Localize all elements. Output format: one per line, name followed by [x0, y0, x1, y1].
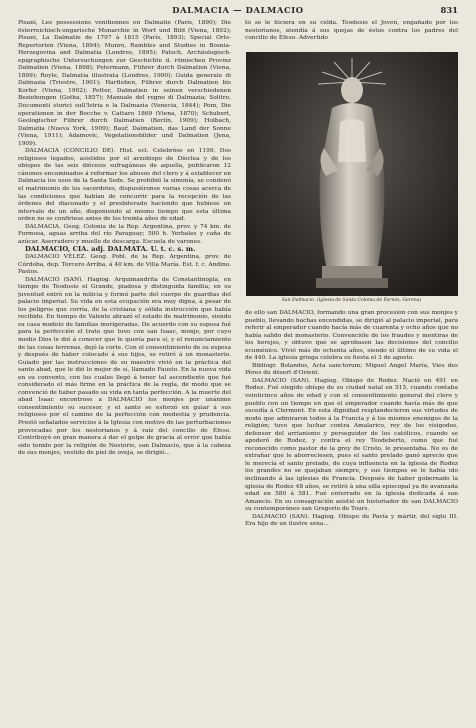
bibliography-paragraph: Pisani, Les possessions vénitiennes en Dalmatie (París, 1890); Die österreichisch-ungarische Monarchie in Wort und Bild (Viena, 1892); Pisani, La Dalmatie de 1797 à 1815 (París, 1893); Special Orts-Repertorien (Viena, 1894); Munro, Rambles and Studies in Bosnia-Herzegovina and Dalmatia (Londres, 1895); Patsch, Archäologisch-epigraphische Untersuchungen zur Geschichte d. römischen Provinz Dalmatien (Viena, 1898); Petermann, Führer durch Dalmatien (Viena, 1899); Royle, Dalmatia illustrata (Londres, 1900); Guida generale di Dalmazia (Triestre, 1901); Hartleben, Führer durch Dalmatien bis Korfer (Viena, 1902); Petter, Dalmatien in seinen verschiedenen Beziehungen (Gotha, 1857); Manuale del regno di Dalmazia; Solitro, Documenti storici sull'Istria e la Dalmazia (Venecia, 1844); Pom, Die operationen in der Bocche v. Cattaro 1869 (Viena, 1870); Schubert, Geologischer Führer durch Dalmatien (Berlín, 1909); Holbach, Dalmatia (Nueva York, 1909); Bauř, Dalmatien, das Land der Sonne (Viena, 1911); Adamovic, Vegetationsbilder und Dalmatien (Jena, 1909). — [18, 20, 231, 147]
running-title: DALMACIA — DALMACIO — [172, 5, 304, 15]
entry-dalmacio-velez: DALMACIO VÉLEZ. Geog. Pobl. de la Rep. Argentina, prov. de Córdoba, dep. Tercero Arriba, á 40 km. de Villa María. Est. f. c. Andino. Pastos. — [18, 253, 231, 276]
entry-dalmacio-adj: DALMACIO, CIA. adj. DALMATA. U. t. c. s. m. — [25, 245, 196, 254]
statue-illustration — [246, 52, 458, 296]
right-column-top — [245, 20, 458, 50]
statue-photo — [246, 52, 458, 296]
left-column — [18, 20, 231, 720]
entry-san-dalmacio-rodez: DALMACIO (SAN). Hagiog. Obispo de Rodez. Nació en 491 en Rodez. Fué elegido obispo de su ciudad natal en 515, cuando contaba veinticinco años de edad y con el consentimiento general del clero y pueblo con un tiempo en que el emperador cuando hacía más de que sucedía á Clermont. En esta dignidad resplandecieron sus virtudes de modo que admiraron todos á la Francia y á los mismos enemigos de la religión; tuvo que luchar contra Amalarico, rey de los visigodos, defensor del arrianismo y perseguidor de los católicos, cuando se apoderó de Rodez, y contra el rey Teodeberto, como que fué reconocido como pastor de la grey de Cristo, le presentaba. No es de extrañar que le aborreciesen, pues el santo prelado ganó aprecio que le merecía el santo prelado, de cuya influencia en la iglesia de Rodez los grandes no se quejaban siempre, y sus tiempos se le había ido inclinando á las iglesias de Francia. Después de haber gobernado la iglesia de Rodez 48 años, se retiró á una silla episcopal ya de avanzada edad en 580 á 581. Fué enterrado en la iglesia dedicada á san Amancio. En su consagración asistió un historiador de san DALMACIO su contemporáneo san Gregorio de Tours. — [245, 377, 458, 513]
bibliography-note: Bibliogr. Bolandos, Acta sanctorum; Miguel Angel María, Vies des Pères du désert d'Orient. — [245, 362, 458, 377]
entry-san-dalmacio-pavia: DALMACIO (SAN). Hagiog. Obispo de Pavía y mártir, del siglo III. Era hijo de un ilustre sena... — [245, 513, 458, 528]
right-column-bottom — [245, 310, 458, 722]
entry-san-dalmacio-arquimandrita: DALMACIO (SAN). Hagiog. Arquimandrita de Constantinopla, en tiempo de Teodosio el Grande, piadosa y distinguida familia; en su juventud entró en la milicia y formó parte del cuerpo de guardias del palacio imperial. Su vida en esta ocupación era muy digna, á pesar de los peligros que corría, de la cristiana y sólida instrucción que había recibido. En tiempo de Valente abrazó el estado de matrimonio, siendo su casa modelo de familias morigeradas. De acuerdo con su esposa fué para la perfección el trato que tuvo con san Isaac, monje, por cuyo medio Dios le dió á conocer que le quería para sí, y el renunciamiento de las cosas terrenas, dejó la corte. Con el consentimiento de su esposa y después de haber colocado á sus hijos, se retiró á un monasterio. Guiado por las instrucciones de su maestro vivió en la práctica del santo abad, que le dió lo mejor de sí, llamado Fausto. En la nueva vida en su convento, con los cuales llegó á tener tal ascendiente que fué considerado el más firme en la práctica de la regla, de modo que se convenció de haber pasado su vida en tanta perfección. A la muerte del abad Isaac encontrose a DALMACIO los monjes por unánime consentimiento su sucesor, y el santo se esforzó en guiar á sus religiosos por el camino de la perfección con modestia y prudencia. Prestó señalados servicios á la Iglesia con motivo de las perturbaciones provocadas por los nestorianos y á raíz del concilio de Éfeso. Contribuyó en gran manera á dar el golpe de gracia al error que había sido tenido por la religión de Nestorio, san Dalmacio, que á la cabeza de sus monjes, vestido de piel de oveja, se dirigió... — [18, 276, 231, 457]
page-number: 831 — [440, 5, 458, 15]
page-header — [18, 5, 458, 19]
figure-caption: San Dalmacio. (Iglesia de Santa Coloma de Farnés, Gerona) — [281, 298, 422, 303]
entry-dalmacia-geog: DALMACIA. Geog. Colonia de la Rep. Argentina, prov. y 74 km. de Formosa, aguas arriba del río Paraguay; 500 h. Yerbales y caña de azúcar. Aserradero y muelle de descarga. Escuela de varones. — [18, 223, 231, 245]
continued-paragraph-2: de ello san DALMACIO, formando una gran procesión con sus monjes y pueblo, llevando hachas encendidas, se dirigió al palacio imperial, para referir al emperador cuando hacía más de cuarenta y ocho años que no había salido del monasterio. Convencióle de los fraudes y mentiras de los herejes, y obtuvo que se aprobasen las decisiones del concilio ecuménico. Vivió más de ochenta años, siendo el último de su vida el de 440. La iglesia griega celebra su fiesta el 3 de agosto. — [245, 310, 458, 362]
continued-paragraph: tó se le hiciera en su celda. Teodosio el Joven, engañado por los nestorianos, atendía á sus quejas de éstos contra los padres del concilio de Éfeso. Advertido — [245, 20, 458, 42]
entry-concilio: DALMACIA (CONCILIO DE). Hist. ecl. Celebróse en 1199. Dos religiosos legados, asistidos por el arzobispo de Dioclea y de los obispos de las seis diócesis sufragáneas de aquella, publicaron 12 cánones encaminados á reformar los abusos del clero y á establecer en Dalmacia los usos de la Santa Sede. Se prohibió la simonía, se condenó el matrimonio de los sacerdotes, dispusiéronse varias cosas acerca de las condiciones que habían de concurrir para la recepción de las órdenes del diaconado y el presbiterado haciendo que hubiese un intervalo de un año, disponiendo al mismo tiempo que esta última orden no se confiriese antes de los treinta años de edad. — [18, 148, 231, 223]
